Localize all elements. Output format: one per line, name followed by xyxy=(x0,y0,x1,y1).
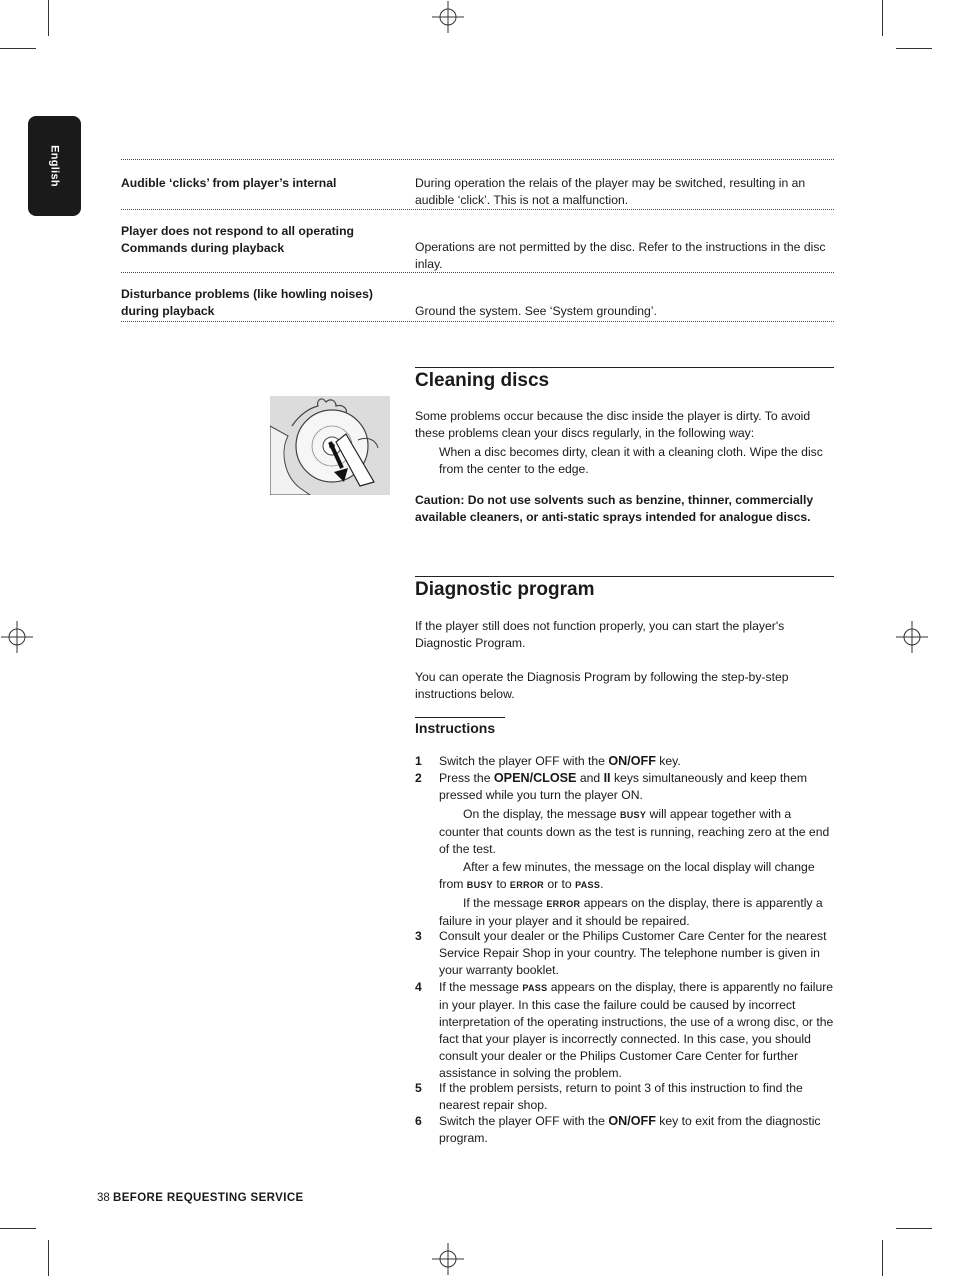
table-divider xyxy=(121,272,834,273)
step-number: 4 xyxy=(415,980,422,994)
disc-cleaning-illustration xyxy=(270,396,390,495)
key-name: OPEN/CLOSE xyxy=(493,771,577,785)
crop-mark xyxy=(48,0,49,36)
diagnostic-para: If the player still does not function properly, you can start the player's Diagnostic Program. xyxy=(415,619,785,650)
instruction-step xyxy=(415,1080,835,1114)
instructions-heading: Instructions xyxy=(415,720,496,736)
crop-mark xyxy=(882,1240,883,1276)
table-divider xyxy=(121,209,834,210)
crop-mark xyxy=(882,0,883,36)
step-text: . xyxy=(600,877,604,891)
display-message: ERROR xyxy=(509,880,544,890)
step-text: to xyxy=(492,877,510,891)
step-subparagraph xyxy=(439,859,835,894)
step-text: key to exit from the diagnostic program. xyxy=(439,1114,821,1145)
step-text: Switch the player OFF with the xyxy=(439,1114,609,1128)
section-title: Diagnostic program xyxy=(415,576,834,601)
step-text: Consult your dealer or the Philips Customer Care Center for the nearest Service Repair Shop in your country. The telephone number is given in your warranty booklet. xyxy=(439,929,827,977)
display-message: PASS xyxy=(522,983,548,993)
step-text: and xyxy=(576,771,604,785)
key-name: ON/OFF xyxy=(608,1114,656,1128)
cleaning-intro: Some problems occur because the disc inside the player is dirty. To avoid these problems clean your discs regularly, in the following way: xyxy=(415,409,811,440)
display-message: BUSY xyxy=(466,880,493,890)
step-text: Switch the player OFF with the xyxy=(439,754,609,768)
instruction-step xyxy=(415,770,835,804)
page-footer xyxy=(97,1190,304,1207)
instruction-step xyxy=(415,928,835,979)
solution-text: During operation the relais of the player may be switched, resulting in an audible ‘click’. This is not a malfunction. xyxy=(415,176,806,207)
step-number: 2 xyxy=(415,771,422,785)
step-text: key. xyxy=(655,754,681,768)
crop-mark xyxy=(896,48,932,49)
step-text: appears on the display, there is apparently no failure in your player. In this case the failure could be caused by incorrect interpretation of the operating instructions, the use of a wrong disc, or the fact that your player is incorrectly connected. In this case, you should consult your dealer or the Philips Customer Care Center for further assistance in solving the problem. xyxy=(439,980,834,1080)
step-text: keys simultaneously and keep them pressed while you turn the player ON. xyxy=(439,771,808,802)
cleaning-bullet: When a disc becomes dirty, clean it with a cleaning cloth. Wipe the disc from the center to the edge. xyxy=(439,445,823,476)
table-divider xyxy=(121,321,834,322)
step-text: will appear together with a counter that counts down as the test is running, reaching zero at the end of the test. xyxy=(439,807,830,856)
heading-rule xyxy=(415,717,505,718)
instruction-step xyxy=(415,1113,835,1147)
step-text: If the message xyxy=(463,896,547,910)
registration-mark-icon xyxy=(432,1243,464,1275)
step-subparagraph xyxy=(439,806,835,858)
display-message: ERROR xyxy=(546,899,581,909)
registration-mark-icon xyxy=(896,621,928,653)
step-text: On the display, the message xyxy=(463,807,620,821)
step-text: If the message xyxy=(439,980,523,994)
step-number: 6 xyxy=(415,1114,422,1128)
solution-text: Ground the system. See ‘System grounding’. xyxy=(415,304,657,318)
page-number: 38 xyxy=(97,1192,110,1204)
step-number: 3 xyxy=(415,929,422,943)
section-name: BEFORE REQUESTING SERVICE xyxy=(113,1192,304,1204)
step-number: 5 xyxy=(415,1081,422,1095)
instruction-step xyxy=(415,979,835,1082)
step-text: After a few minutes, the message on the local display will change from xyxy=(439,860,815,891)
solution-text: Operations are not permitted by the disc. Refer to the instructions in the disc inlay. xyxy=(415,240,826,271)
step-text: If the problem persists, return to point 3 of this instruction to find the nearest repair shop. xyxy=(439,1081,803,1112)
table-divider xyxy=(121,159,834,160)
problem-text: Disturbance problems (like howling noises) during playback xyxy=(121,287,373,318)
crop-mark xyxy=(896,1228,932,1229)
crop-mark xyxy=(0,1228,36,1229)
key-name: ON/OFF xyxy=(608,754,656,768)
step-text: or to xyxy=(543,877,576,891)
crop-mark xyxy=(48,1240,49,1276)
registration-mark-icon xyxy=(432,1,464,33)
step-number: 1 xyxy=(415,754,422,768)
caution-note: Caution: Do not use solvents such as benzine, thinner, commercially available cleaners, or anti-static sprays intended for analogue discs. xyxy=(415,493,814,524)
section-title: Cleaning discs xyxy=(415,367,834,392)
step-text: Press the xyxy=(439,771,494,785)
diagnostic-para: You can operate the Diagnosis Program by following the step-by-step instructions below. xyxy=(415,670,789,701)
registration-mark-icon xyxy=(1,621,33,653)
step-text: appears on the display, there is apparently a failure in your player and it should be repaired. xyxy=(439,896,823,928)
display-message: BUSY xyxy=(619,810,647,820)
problem-text: Player does not respond to all operating Commands during playback xyxy=(121,224,354,255)
language-tab xyxy=(28,116,81,216)
step-subparagraph xyxy=(439,895,835,930)
language-tab-label: English xyxy=(48,145,61,187)
display-message: PASS xyxy=(575,880,601,890)
instruction-step xyxy=(415,753,835,770)
key-name: II xyxy=(603,771,611,785)
crop-mark xyxy=(0,48,36,49)
problem-text: Audible ‘clicks’ from player’s internal xyxy=(121,176,337,190)
